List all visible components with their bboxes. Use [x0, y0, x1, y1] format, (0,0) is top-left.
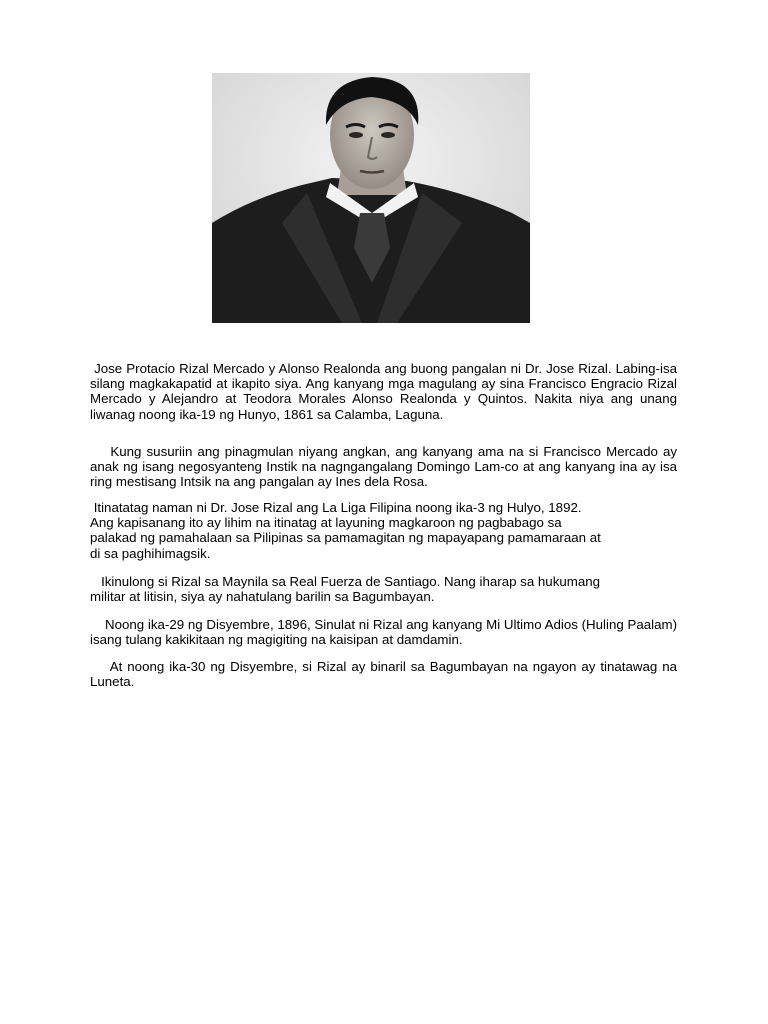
portrait-photo-icon [212, 73, 530, 323]
biography-paragraph-imprisonment: Ikinulong si Rizal sa Maynila sa Real Fuerza de Santiago. Nang iharap sa hukumang militar at litisin, siya ay nahatulang barilin sa Bagumbayan. [90, 574, 601, 605]
biography-paragraph-ancestry: Kung susuriin ang pinagmulan niyang angkan, ang kanyang ama na si Francisco Mercado ay anak ng isang negosyanteng Instik na nagngangalang Domingo Lam-co at ang kanyang ina ay isa ring mestisang Intsik na ang pangalan ay Ines dela Rosa. [90, 444, 681, 490]
portrait-photo [212, 73, 530, 323]
biography-paragraph-ultimo-adios: Noong ika-29 ng Disyembre, 1896, Sinulat ni Rizal ang kanyang Mi Ultimo Adios (Huling Paalam) isang tulang kakikitaan ng magigiting na kaisipan at damdamin. [90, 617, 681, 648]
biography-paragraph-name: Jose Protacio Rizal Mercado y Alonso Realonda ang buong pangalan ni Dr. Jose Rizal. Labing-isa silang magkakapatid at ikapito siya. Ang kanyang mga magulang ay sina Francisco Engracio Rizal Mercado y Alejandro at Teodora Morales Alonso Realonda y Quintos. Nakita niya ang unang liwanag noong ika-19 ng Hunyo, 1861 sa Calamba, Laguna. [90, 361, 681, 422]
biography-paragraph-execution: At noong ika-30 ng Disyembre, si Rizal ay binaril sa Bagumbayan na ngayon ay tinatawag na Luneta. [90, 659, 681, 690]
biography-paragraph-la-liga: Itinatatag naman ni Dr. Jose Rizal ang La Liga Filipina noong ika-3 ng Hulyo, 1892. Ang kapisanang ito ay lihim na itinatag at layuning magkaroon ng pagbabago sa palakad ng pamahalaan sa Pilipinas sa pamamagitan ng mapayapang pamamaraan at di sa paghihimagsik. [90, 500, 601, 561]
